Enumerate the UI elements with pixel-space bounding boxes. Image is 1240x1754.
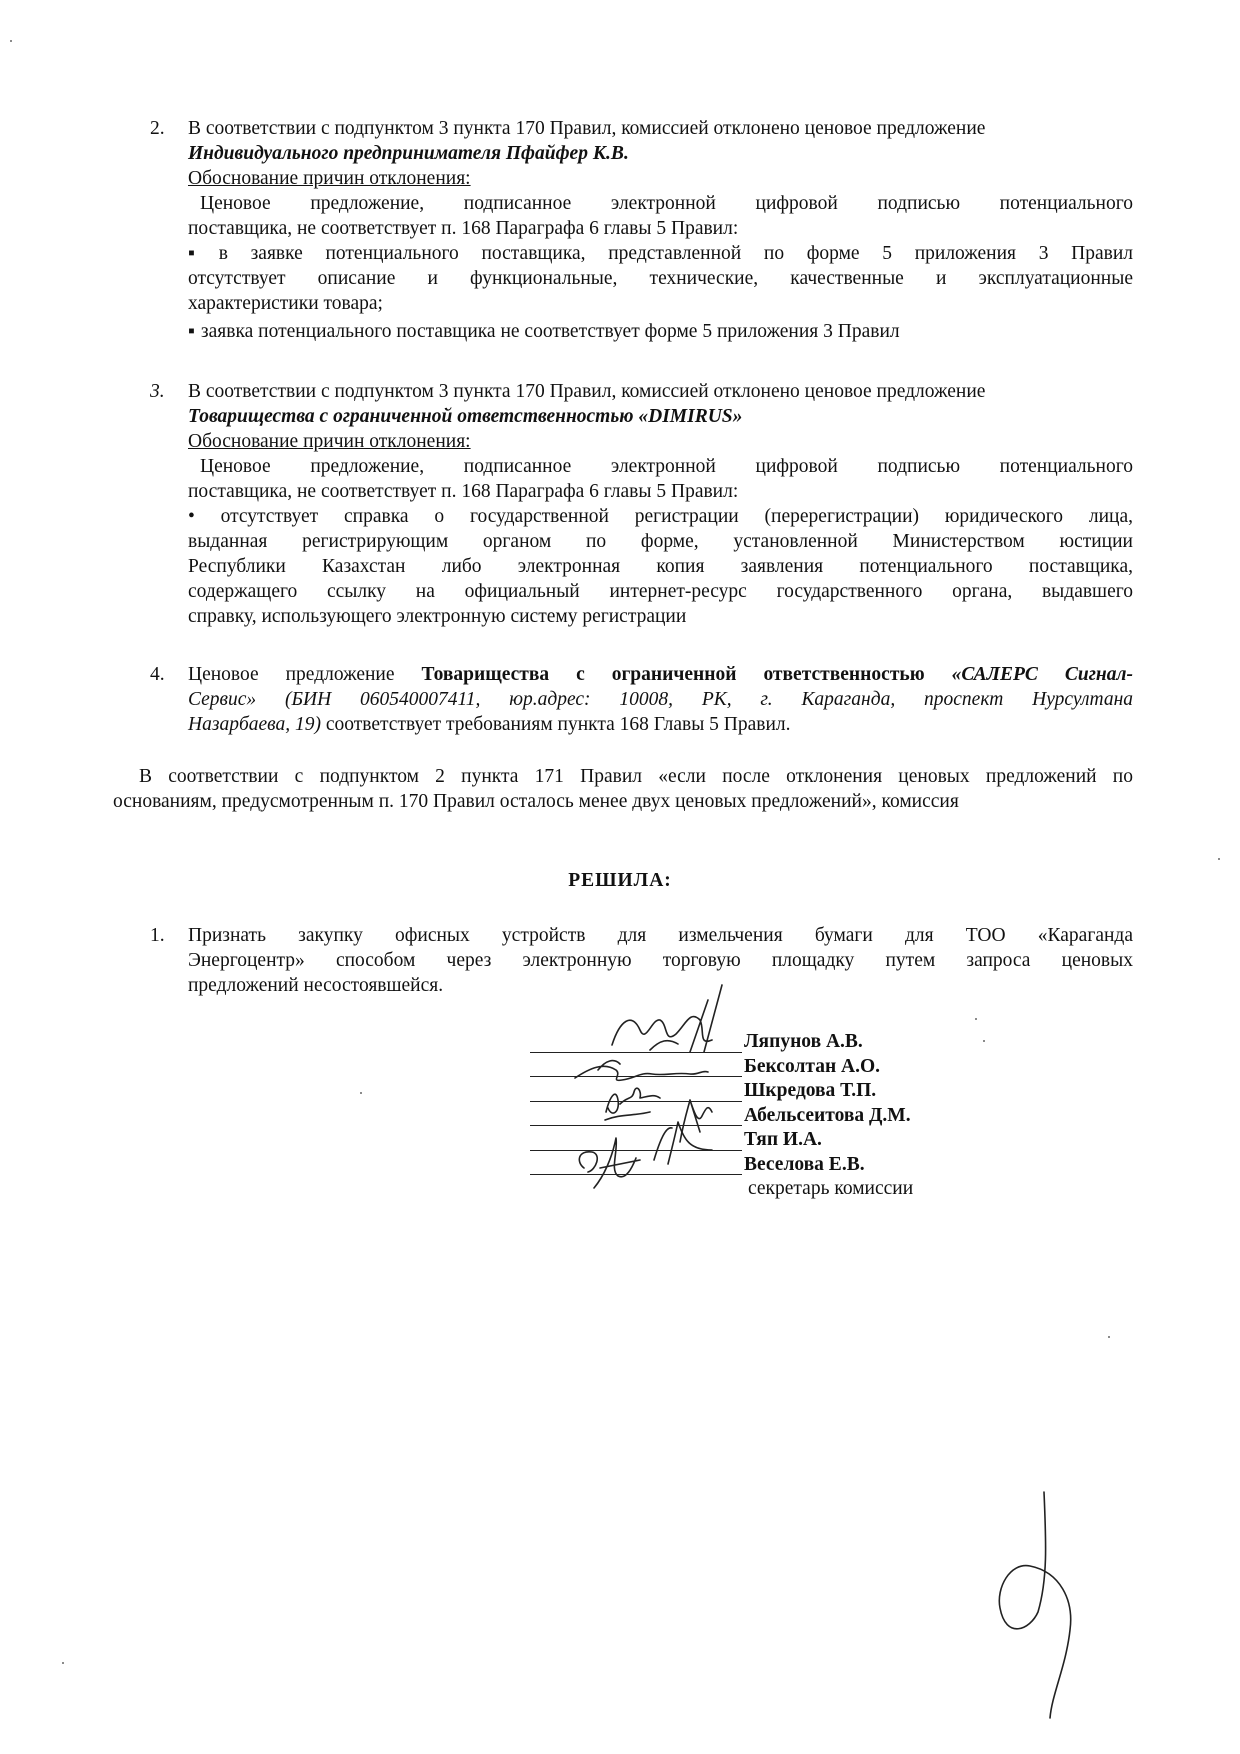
secretary-role: секретарь комиссии xyxy=(748,1178,914,1199)
item-3-intro: В соответствии с подпунктом 3 пункта 170 Правил, комиссией отклонено ценовое предложение xyxy=(188,381,986,402)
signatory-name: Ляпунов А.В. xyxy=(744,1031,863,1052)
signatory-name: Веселова Е.В. xyxy=(744,1153,865,1175)
item-3-bullet-line-3: Республики Казахстан либо электронная копия заявления потенциального поставщика, xyxy=(188,556,1133,577)
item-3-bullet-line-1: • отсутствует справка о государственной регистрации (перерегистрации) юридического лица, xyxy=(188,506,1133,527)
item-2-bullet-1-line-2: отсутствует описание и функциональные, технические, качественные и эксплуатационные xyxy=(188,268,1133,289)
item-2-intro: В соответствии с подпунктом 3 пункта 170 Правил, комиссией отклонено ценовое предложение xyxy=(188,118,986,139)
scan-speck xyxy=(62,1662,64,1664)
item-2-bullet-1-line-3: характеристики товара; xyxy=(188,293,383,314)
scan-speck xyxy=(10,40,12,42)
signatory-name: Абельсеитова Д.М. xyxy=(744,1104,911,1126)
decision-line-2: Энергоцентр» способом через электронную торговую площадку путем запроса ценовых xyxy=(188,950,1133,971)
scan-speck xyxy=(360,1092,362,1094)
item-3-bullet-line-4: содержащего ссылку на официальный интернет-ресурс государственного органа, выдавшего xyxy=(188,581,1133,602)
decision-item-number: 1. xyxy=(150,925,165,946)
item-3-company: Товарищества с ограниченной ответственностью «DIMIRUS» xyxy=(188,406,743,427)
item-2-bullet-2: ▪ заявка потенциального поставщика не соответствует форме 5 приложения 3 Правил xyxy=(188,319,1133,344)
item-4-number: 4. xyxy=(150,664,165,685)
item-3-reason-line-2: поставщика, не соответствует п. 168 Параграфа 6 главы 5 Правил: xyxy=(188,481,739,502)
item-4-company-name: «САЛЕРС Сигнал- xyxy=(951,664,1133,685)
signature-tyap xyxy=(654,1128,672,1160)
item-2-reason-heading: Обоснование причин отклонения: xyxy=(188,168,471,189)
scan-speck xyxy=(1218,858,1220,860)
item-4-address-end: Назарбаева, 19) xyxy=(188,714,321,735)
signature-veselova xyxy=(579,1122,712,1188)
closing-paragraph-line-1: В соответствии с подпунктом 2 пункта 171 Правил «если после отклонения ценовых предложений по xyxy=(139,766,1133,787)
item-4-conclusion: соответствует требованиям пункта 168 Главы 5 Правил. xyxy=(325,714,791,735)
item-3-reason-heading: Обоснование причин отклонения: xyxy=(188,431,471,452)
signatories-list xyxy=(744,1030,913,1202)
item-2-company: Индивидуального предпринимателя Пфайфер К.В. xyxy=(188,143,629,164)
signature-beksoltan xyxy=(575,1061,708,1081)
item-4-lead: Ценовое предложение xyxy=(188,664,395,685)
scan-speck xyxy=(975,1018,977,1020)
closing-paragraph-line-2: основаниям, предусмотренным п. 170 Правил осталось менее двух ценовых предложений», комиссия xyxy=(113,791,959,812)
signatory-name: Бексолтан А.О. xyxy=(744,1055,881,1077)
scan-speck xyxy=(983,1040,985,1042)
signatory-name: Тяп И.А. xyxy=(744,1129,822,1150)
signature-shkredova xyxy=(605,1088,660,1120)
item-2-reason-line-2: поставщика, не соответствует п. 168 Параграфа 6 главы 5 Правил: xyxy=(188,218,739,239)
item-2-reason-line-1: Ценовое предложение, подписанное электронной цифровой подписью потенциального xyxy=(200,193,1133,214)
item-4-line-2: Сервис» (БИН 060540007411, юр.адрес: 10008, РК, г. Караганда, проспект Нурсултана xyxy=(188,689,1133,710)
item-3-reason-line-1: Ценовое предложение, подписанное электронной цифровой подписью потенциального xyxy=(200,456,1133,477)
item-2-number: 2. xyxy=(150,118,165,139)
item-3-bullet-line-5: справку, использующего электронную систему регистрации xyxy=(188,606,687,627)
item-3-bullet-line-2: выданная регистрирующим органом по форме, установленной Министерством юстиции xyxy=(188,531,1133,552)
decision-line-3: предложений несостоявшейся. xyxy=(188,975,444,996)
decision-line-1: Признать закупку офисных устройств для измельчения бумаги для ТОО «Караганда xyxy=(188,925,1133,946)
signature-abelseitova xyxy=(680,1100,712,1142)
decision-title: РЕШИЛА: xyxy=(568,870,672,891)
item-4-company-type: Товарищества с ограниченной ответственностью xyxy=(421,664,925,685)
item-3-number: 3. xyxy=(150,381,165,402)
signatory-name: Шкредова Т.П. xyxy=(744,1080,877,1101)
signature-lyapunov xyxy=(612,985,722,1052)
scan-speck xyxy=(1108,1336,1110,1338)
item-2-bullet-1-line-1: ▪ в заявке потенциального поставщика, представленной по форме 5 приложения 3 Правил xyxy=(188,241,1133,266)
page-initial-mark xyxy=(999,1492,1070,1718)
